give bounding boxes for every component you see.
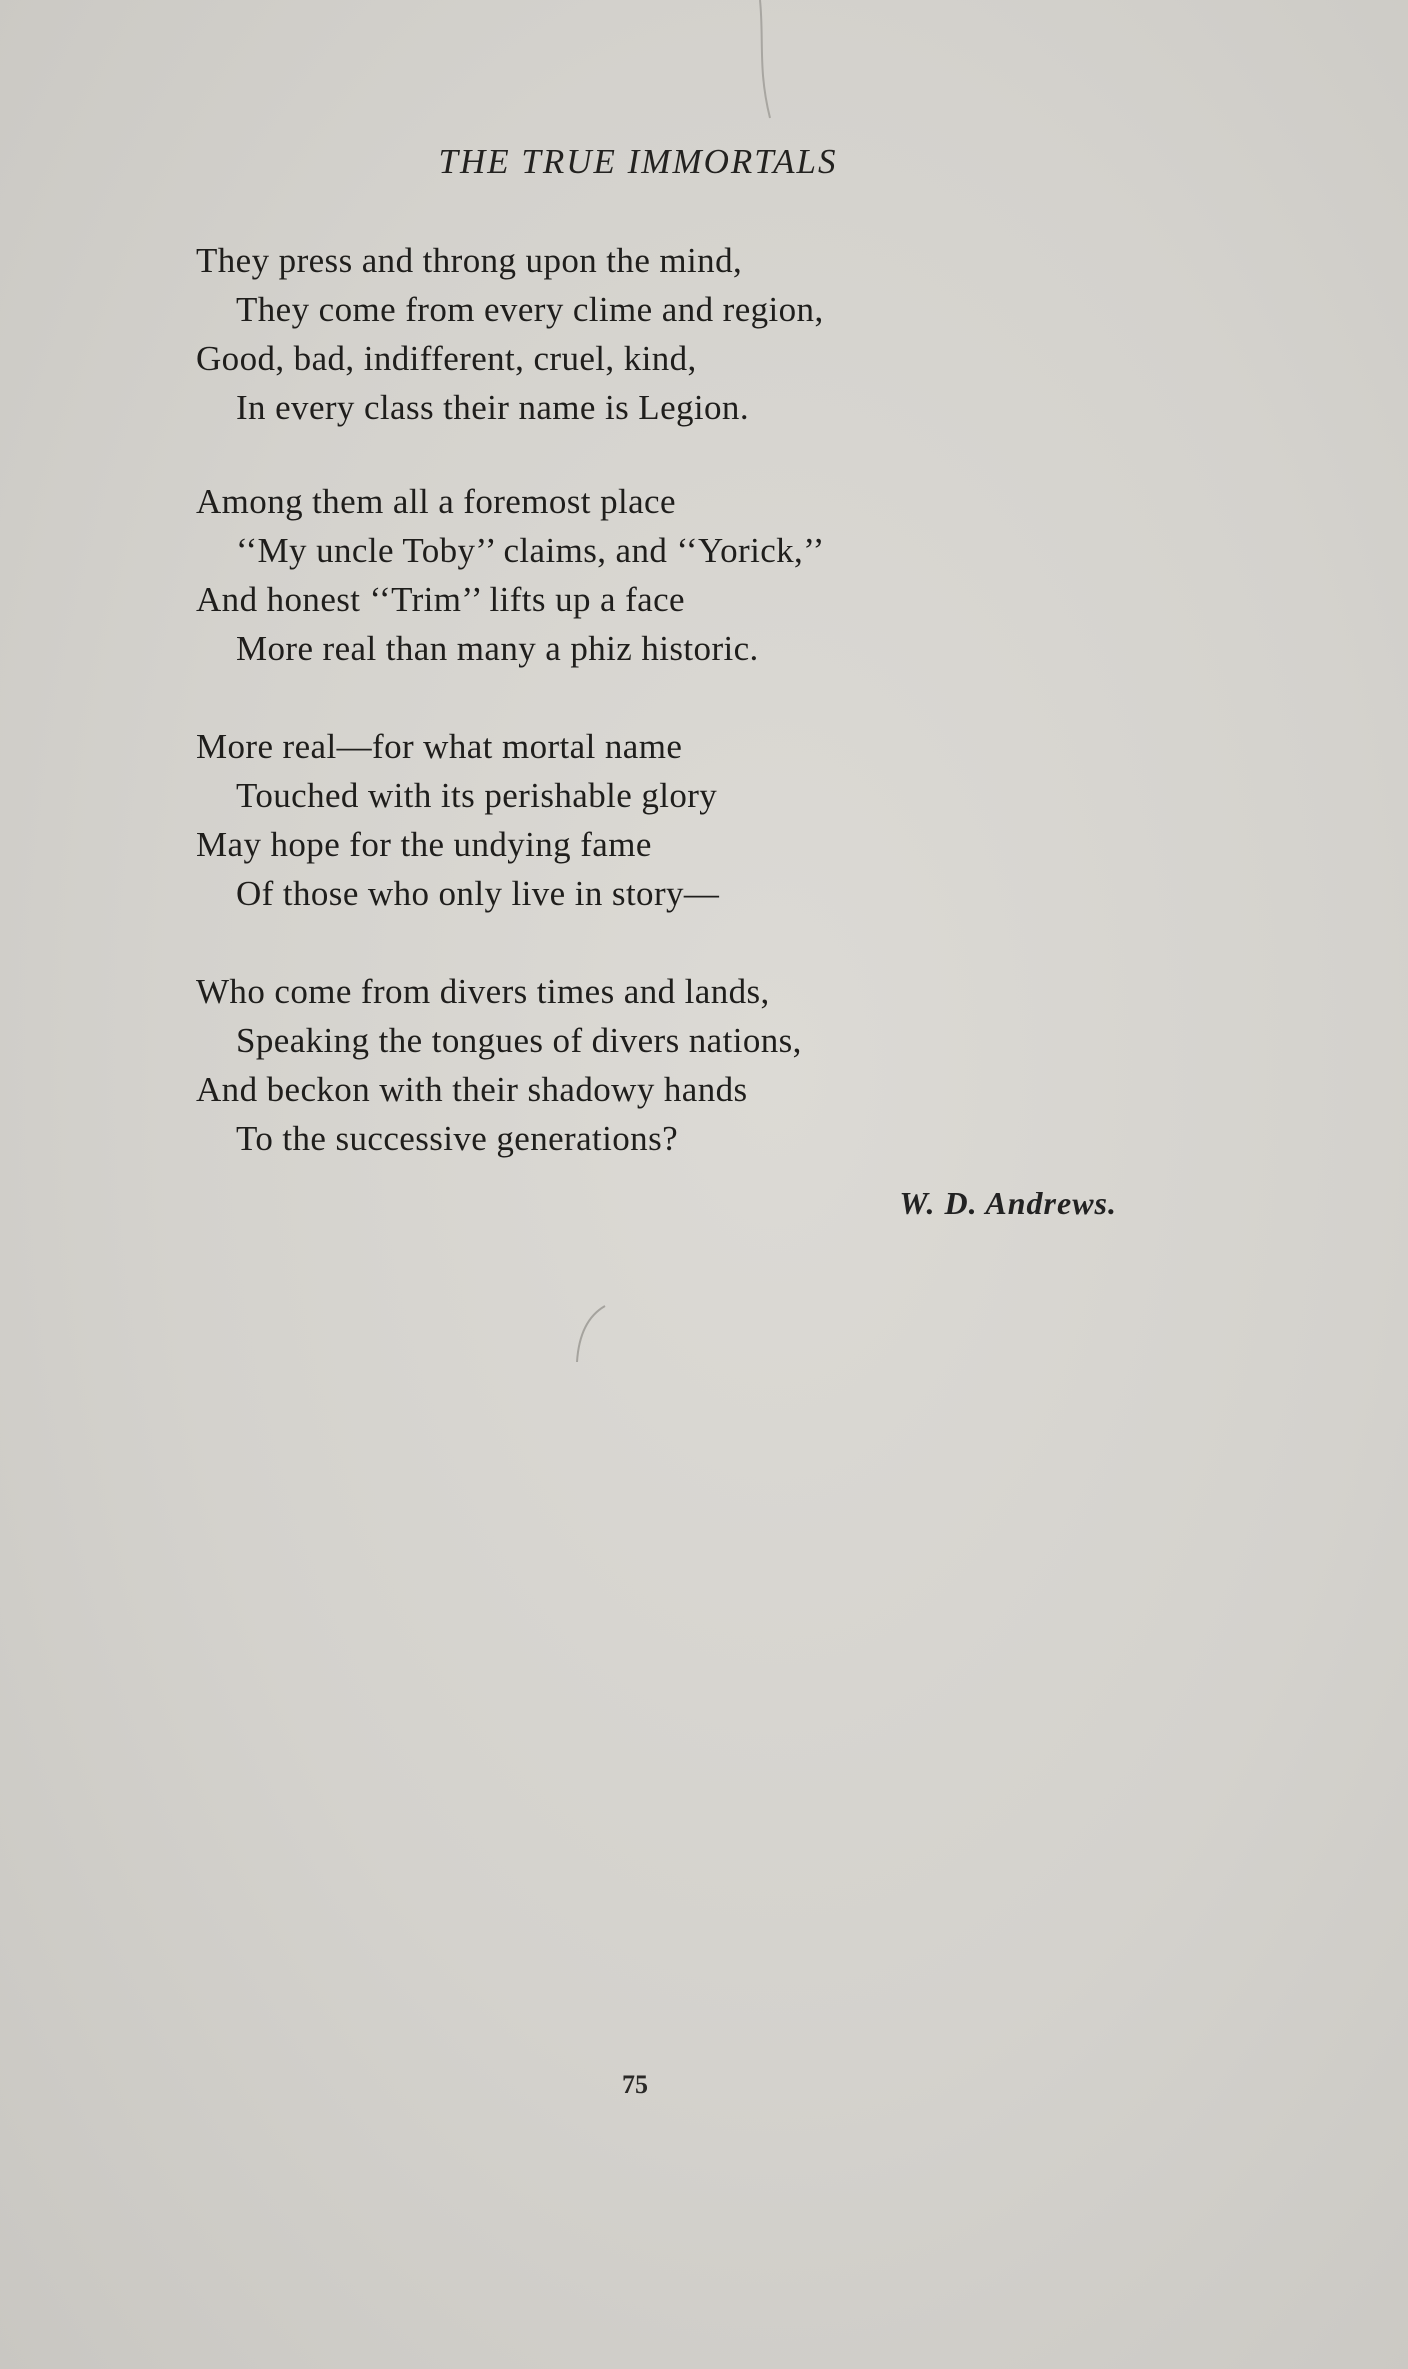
poem-line: Among them all a foremost place: [196, 482, 676, 521]
poem-line: Of those who only live in story—: [236, 874, 720, 913]
poem-line: More real—for what mortal name: [196, 727, 683, 766]
poem-line: May hope for the undying fame: [196, 825, 652, 864]
poem-line: And honest ‘‘Trim’’ lifts up a face: [196, 580, 685, 619]
stanza-2: [196, 477, 1196, 673]
poem-line: Touched with its perishable glory: [236, 776, 718, 815]
paper-scratch-mark: [565, 1300, 615, 1370]
poem-attribution: W. D. Andrews.: [899, 1185, 1117, 1221]
page-number: 75: [622, 2070, 648, 2099]
stanza-3: [196, 722, 1196, 918]
poem-title: THE TRUE IMMORTALS: [438, 142, 838, 181]
paper-crease-mark: [740, 0, 800, 130]
poem-line: They come from every clime and region,: [236, 290, 824, 329]
poem-line: In every class their name is Legion.: [236, 388, 749, 427]
poem-line: Who come from divers times and lands,: [196, 972, 770, 1011]
poem-line: Speaking the tongues of divers nations,: [236, 1021, 802, 1060]
poem-line: Good, bad, indifferent, cruel, kind,: [196, 339, 697, 378]
poem-line: More real than many a phiz historic.: [236, 629, 759, 668]
stanza-4: [196, 967, 1196, 1163]
poem-line: They press and throng upon the mind,: [196, 241, 743, 280]
stanza-1: [196, 236, 1196, 432]
poem-line: And beckon with their shadowy hands: [196, 1070, 748, 1109]
poem-line: ‘‘My uncle Toby’’ claims, and ‘‘Yorick,’’: [236, 531, 825, 570]
poem-line: To the successive generations?: [236, 1119, 679, 1158]
